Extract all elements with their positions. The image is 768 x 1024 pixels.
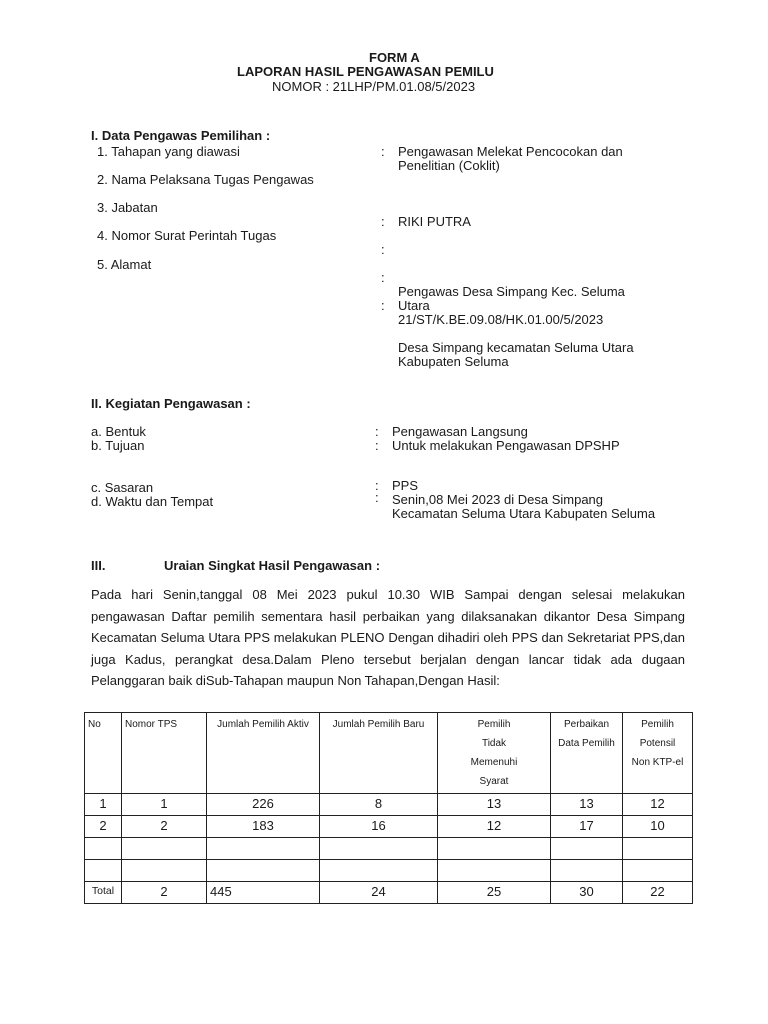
table-cell: 12 <box>623 794 693 816</box>
value-nomor-surat: 21/ST/K.BE.09.08/HK.01.00/5/2023 <box>398 312 604 327</box>
table-cell: 2 <box>122 816 207 838</box>
table-cell: 226 <box>207 794 320 816</box>
header-cell: Jumlah Pemilih Aktiv <box>207 713 320 794</box>
label-jabatan: 3. Jabatan <box>97 200 158 215</box>
table-cell: 12 <box>438 816 551 838</box>
results-table <box>84 712 693 904</box>
label-nomor-surat: 4. Nomor Surat Perintah Tugas <box>97 228 277 243</box>
value-jabatan-1: Pengawas Desa Simpang Kec. Seluma <box>398 284 625 299</box>
section3-number: III. <box>91 558 106 573</box>
table-cell: 2 <box>85 816 122 838</box>
label-nama: 2. Nama Pelaksana Tugas Pengawas <box>97 172 314 187</box>
table-header-row <box>85 713 693 794</box>
value-waktu-1: Senin,08 Mei 2023 di Desa Simpang <box>392 492 604 507</box>
label-bentuk: a. Bentuk <box>91 424 146 439</box>
colon: : <box>375 490 379 505</box>
table-cell: 10 <box>623 816 693 838</box>
table-cell <box>438 860 551 882</box>
table-cell <box>551 860 623 882</box>
colon: : <box>381 144 385 159</box>
header-cell: Jumlah Pemilih Baru <box>320 713 438 794</box>
table-cell <box>551 838 623 860</box>
table-row <box>85 794 693 816</box>
table-total-row <box>85 882 693 904</box>
report-number: NOMOR : 21LHP/PM.01.08/5/2023 <box>272 79 476 94</box>
table-cell: 16 <box>320 816 438 838</box>
header-cell: Pemilih Tidak Memenuhi Syarat <box>438 713 551 794</box>
table-cell <box>438 838 551 860</box>
table-cell <box>122 860 207 882</box>
table-cell: 1 <box>85 794 122 816</box>
label-tahapan: 1. Tahapan yang diawasi <box>97 144 240 159</box>
table-cell <box>85 860 122 882</box>
value-tahapan-1: Pengawasan Melekat Pencocokan dan <box>398 144 623 159</box>
total-cell: 24 <box>320 882 438 904</box>
total-cell: 445 <box>207 882 320 904</box>
total-cell: 25 <box>438 882 551 904</box>
header-cell: Pemilih Potensil Non KTP-el <box>623 713 693 794</box>
table-cell: 183 <box>207 816 320 838</box>
result-paragraph: Pada hari Senin,tanggal 08 Mei 2023 pukul 10.30 WIB Sampai dengan selesai melakukan pengawasan Daftar pemilih sementara hasil perbaikan yang dilaksanakan dikantor Desa Simpang Kecamatan Seluma Utara PPS melakukan PLENO Dengan dihadiri oleh PPS dan Sekretariat PPS,dan juga Kadus, perangkat desa.Dalam Pleno tersebut berjalan dengan lancar tidak ada dugaan Pelanggaran baik diSub-Tahapan maupun Non Tahapan,Dengan Hasil: <box>91 587 685 688</box>
table-cell: 8 <box>320 794 438 816</box>
label-tujuan: b. Tujuan <box>91 438 145 453</box>
header-cell: Perbaikan Data Pemilih <box>551 713 623 794</box>
colon: : <box>381 214 385 229</box>
label-sasaran: c. Sasaran <box>91 480 154 495</box>
table-cell <box>207 838 320 860</box>
value-alamat-2: Kabupaten Seluma <box>398 354 509 369</box>
colon: : <box>375 424 379 439</box>
total-cell: 2 <box>122 882 207 904</box>
table-row <box>85 860 693 882</box>
colon: : <box>375 438 379 453</box>
label-waktu: d. Waktu dan Tempat <box>91 494 214 509</box>
colon: : <box>381 270 385 285</box>
form-label: FORM A <box>369 50 420 65</box>
table-cell: 17 <box>551 816 623 838</box>
table-cell <box>320 838 438 860</box>
table-cell: 13 <box>438 794 551 816</box>
header-cell: Nomor TPS <box>122 713 207 794</box>
section2-heading: II. Kegiatan Pengawasan : <box>91 396 251 411</box>
header-cell: No <box>85 713 122 794</box>
value-sasaran: PPS <box>392 478 419 493</box>
value-tujuan: Untuk melakukan Pengawasan DPSHP <box>392 438 620 453</box>
section3-heading: Uraian Singkat Hasil Pengawasan : <box>164 558 381 573</box>
total-cell: 30 <box>551 882 623 904</box>
value-waktu-2: Kecamatan Seluma Utara Kabupaten Seluma <box>392 506 656 521</box>
table-cell <box>320 860 438 882</box>
table-row <box>85 838 693 860</box>
label-alamat: 5. Alamat <box>97 257 152 272</box>
table-cell <box>207 860 320 882</box>
value-tahapan-2: Penelitian (Coklit) <box>398 158 500 173</box>
table-cell: 13 <box>551 794 623 816</box>
colon: : <box>381 298 385 313</box>
table-cell <box>623 838 693 860</box>
value-bentuk: Pengawasan Langsung <box>392 424 528 439</box>
value-alamat-1: Desa Simpang kecamatan Seluma Utara <box>398 340 634 355</box>
table-cell <box>85 838 122 860</box>
total-cell: 22 <box>623 882 693 904</box>
section1-heading: I. Data Pengawas Pemilihan : <box>91 128 271 143</box>
total-label: Total <box>85 882 122 904</box>
colon: : <box>381 242 385 257</box>
table-cell: 1 <box>122 794 207 816</box>
table-cell <box>122 838 207 860</box>
table-row <box>85 816 693 838</box>
report-title: LAPORAN HASIL PENGAWASAN PEMILU <box>237 64 494 79</box>
value-nama: RIKI PUTRA <box>398 214 471 229</box>
colon: : <box>375 478 379 493</box>
value-jabatan-2: Utara <box>398 298 430 313</box>
table-cell <box>623 860 693 882</box>
